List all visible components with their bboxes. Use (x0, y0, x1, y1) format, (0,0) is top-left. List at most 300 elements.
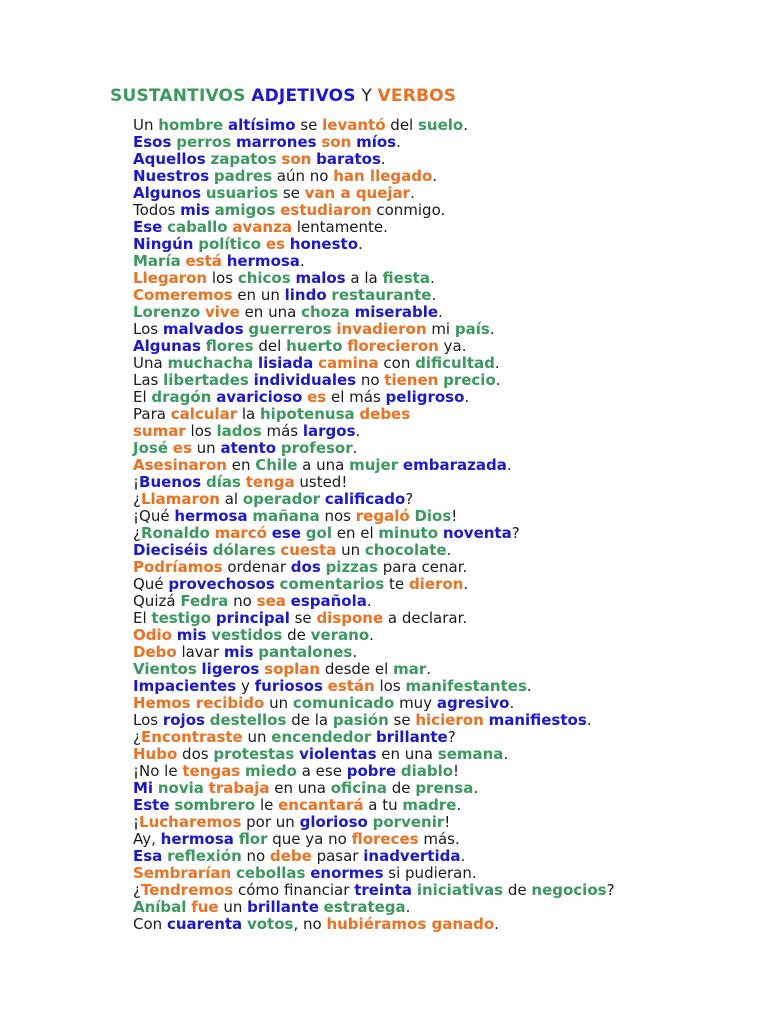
plain-text: al (219, 490, 243, 508)
plain-text: los (207, 269, 238, 287)
verb-word: es (307, 388, 327, 406)
plain-text: usted! (294, 473, 348, 491)
noun-word: chicos (237, 269, 291, 287)
verb-word: Llegaron (133, 269, 208, 287)
adjective-word: brillante (376, 728, 448, 746)
sentence-line (133, 712, 615, 729)
noun-word: mujer (349, 456, 399, 474)
title-segment: VERBOS (377, 86, 457, 106)
noun-word: muchacha (167, 354, 254, 372)
sentence-line (133, 423, 615, 440)
verb-word: está (185, 252, 222, 270)
sentence-line (133, 746, 615, 763)
noun-word: oficina (330, 779, 388, 797)
plain-text: . (396, 133, 401, 151)
page-title (110, 86, 456, 106)
adjective-word: peligroso (385, 388, 465, 406)
plain-text: conmigo. (371, 201, 446, 219)
noun-word: dificultad (415, 354, 495, 372)
noun-word: comentarios (279, 575, 385, 593)
plain-text: y (236, 677, 255, 695)
plain-text: ? (447, 728, 456, 746)
plain-text: de (503, 881, 532, 899)
plain-text: Los (133, 711, 163, 729)
noun-word: destellos (209, 711, 287, 729)
verb-word: debe (269, 847, 312, 865)
noun-word: días (206, 473, 241, 491)
plain-text: se (289, 609, 317, 627)
plain-text: El (133, 609, 152, 627)
noun-word: precio (443, 371, 496, 389)
noun-word: operador (242, 490, 321, 508)
sentence-line (133, 763, 615, 780)
adjective-word: Ese (133, 218, 163, 236)
plain-text: los (374, 677, 406, 695)
plain-text: . (410, 184, 415, 202)
sentence-line (133, 236, 615, 253)
adjective-word: Esos (133, 133, 172, 151)
plain-text: no (228, 592, 257, 610)
sentence-line (133, 253, 615, 270)
noun-word: amigos (214, 201, 276, 219)
adjective-word: Aquellos (133, 150, 206, 168)
plain-text: ¡Qué (133, 507, 175, 525)
plain-text: en una (239, 303, 302, 321)
adjective-word: rojos (162, 711, 205, 729)
sentence-line (133, 729, 615, 746)
noun-word: mañana (252, 507, 320, 525)
plain-text: ! (453, 762, 460, 780)
adjective-word: Buenos (139, 473, 202, 491)
noun-word: flor (238, 830, 268, 848)
verb-word: invadieron (336, 320, 427, 338)
verb-word: avanza (232, 218, 292, 236)
plain-text: mi (426, 320, 455, 338)
noun-word: novia (157, 779, 204, 797)
noun-word: María (133, 252, 181, 270)
plain-text: ¡ (133, 473, 140, 491)
noun-word: hombre (158, 116, 224, 134)
verb-word: Tendremos (140, 881, 234, 899)
noun-word: manifestantes (405, 677, 527, 695)
noun-word: iniciativas (416, 881, 504, 899)
adjective-word: Dieciséis (133, 541, 208, 559)
plain-text: si pudieran. (383, 864, 477, 882)
noun-word: Chile (255, 456, 298, 474)
noun-word: guerreros (248, 320, 332, 338)
plain-text: más (261, 422, 303, 440)
plain-text: . (358, 235, 363, 253)
verb-word: dispone (316, 609, 384, 627)
verb-word: encantará (278, 796, 364, 814)
adjective-word: brillante (247, 898, 319, 916)
plain-text: ¡ (133, 813, 140, 831)
noun-word: estratega (323, 898, 406, 916)
verb-word: fue (191, 898, 219, 916)
verb-word: vive (204, 303, 240, 321)
verb-word: marcó (214, 524, 267, 542)
adjective-word: pobre (346, 762, 397, 780)
adjective-word: malvados (162, 320, 244, 338)
plain-text: por un (241, 813, 300, 831)
noun-word: Dios (414, 507, 452, 525)
noun-word: dólares (212, 541, 276, 559)
verb-word: levantó (322, 116, 386, 134)
verb-word: dieron (408, 575, 464, 593)
adjective-word: altísimo (227, 116, 296, 134)
noun-word: sombrero (174, 796, 256, 814)
sentence-line (133, 440, 615, 457)
plain-text: no (356, 371, 385, 389)
plain-text: Con (133, 915, 167, 933)
sentence-line (133, 831, 615, 848)
plain-text: . (494, 354, 500, 372)
verb-word: sea (256, 592, 286, 610)
plain-text: ? (511, 524, 520, 542)
plain-text: . (473, 779, 479, 797)
verb-word: floreces (351, 830, 419, 848)
adjective-word: dos (290, 558, 321, 576)
plain-text: ? (405, 490, 414, 508)
noun-word: Lorenzo (133, 303, 201, 321)
verb-word: Hemos recibido (133, 694, 265, 712)
verb-word: Debo (133, 643, 177, 661)
sentence-line (133, 321, 615, 338)
verb-word: Llamaron (140, 490, 220, 508)
verb-word: van a quejar (304, 184, 411, 202)
plain-text: . (432, 167, 438, 185)
adjective-word: Este (133, 796, 170, 814)
sentence-line (133, 406, 615, 423)
sentence-line (133, 474, 615, 491)
plain-text: ¿ (133, 490, 141, 508)
noun-word: encendedor (271, 728, 372, 746)
verb-word: tenga (245, 473, 295, 491)
plain-text: . (438, 303, 443, 321)
plain-text: dos (177, 745, 214, 763)
plain-text: . (355, 422, 361, 440)
sentence-line (133, 134, 615, 151)
plain-text: . (431, 286, 437, 304)
plain-text: . (526, 677, 532, 695)
plain-text: Las (133, 371, 164, 389)
plain-text: . (463, 575, 469, 593)
plain-text: los (185, 422, 217, 440)
sentence-line (133, 117, 615, 134)
adjective-word: glorioso (299, 813, 368, 831)
sentence-line (133, 559, 615, 576)
plain-text: desde el (320, 660, 394, 678)
plain-text: en una (376, 745, 438, 763)
plain-text: . (299, 252, 305, 270)
plain-text: El (133, 388, 152, 406)
noun-word: país (454, 320, 490, 338)
sentence-line (133, 814, 615, 831)
noun-word: perros (176, 133, 232, 151)
sentence-line (133, 219, 615, 236)
noun-word: minuto (378, 524, 439, 542)
verb-word: es (265, 235, 285, 253)
sentence-line (133, 338, 615, 355)
plain-text: ordenar (222, 558, 291, 576)
plain-text: . (460, 847, 466, 865)
noun-word: restaurante (331, 286, 432, 304)
adjective-word: baratos (316, 150, 381, 168)
adjective-word: Mi (133, 779, 154, 797)
verb-word: Podríamos (133, 558, 223, 576)
verb-word: trabaja (208, 779, 270, 797)
sentence-line (133, 202, 615, 219)
adjective-word: provechosos (168, 575, 275, 593)
sentence-line (133, 678, 615, 695)
sentence-line (133, 389, 615, 406)
adjective-word: avaricioso (216, 388, 303, 406)
noun-word: pizzas (325, 558, 378, 576)
sentence-line (133, 304, 615, 321)
noun-word: miedo (244, 762, 297, 780)
plain-text: . (366, 592, 372, 610)
noun-word: Ronaldo (140, 524, 210, 542)
adjective-word: miserable (354, 303, 439, 321)
sentence-line (133, 185, 615, 202)
plain-text: . (506, 456, 512, 474)
noun-word: Fedra (180, 592, 229, 610)
noun-word: negocios (531, 881, 607, 899)
verb-word: calcular (170, 405, 238, 423)
plain-text: lavar (176, 643, 224, 661)
adjective-word: Algunas (133, 337, 201, 355)
sentence-line (133, 916, 615, 933)
adjective-word: Ningún (133, 235, 194, 253)
sentence-line (133, 627, 615, 644)
adjective-word: individuales (253, 371, 357, 389)
plain-text: que ya no (267, 830, 352, 848)
noun-word: chocolate (364, 541, 447, 559)
plain-text: Quizá (133, 592, 181, 610)
title-segment: SUSTANTIVOS (110, 86, 246, 106)
adjective-word: cuarenta (166, 915, 243, 933)
adjective-word: Esa (133, 847, 163, 865)
plain-text: . (456, 796, 462, 814)
noun-word: Vientos (133, 660, 197, 678)
plain-text: a una (297, 456, 350, 474)
noun-word: caballo (167, 218, 228, 236)
plain-text: . (429, 269, 435, 287)
adjective-word: enormes (310, 864, 384, 882)
sentence-line (133, 661, 615, 678)
verb-word: hicieron (415, 711, 484, 729)
noun-word: mar (393, 660, 427, 678)
noun-word: madre (402, 796, 457, 814)
plain-text: ? (606, 881, 615, 899)
plain-text: . (463, 116, 469, 134)
plain-text: un (264, 694, 293, 712)
sentence-list (133, 117, 615, 933)
verb-word: Odio (133, 626, 172, 644)
plain-text: , no (293, 915, 327, 933)
adjective-word: inadvertida (363, 847, 461, 865)
noun-word: padres (213, 167, 273, 185)
plain-text: un (191, 439, 221, 457)
noun-word: fiesta (382, 269, 430, 287)
plain-text: Para (133, 405, 171, 423)
adjective-word: Algunos (133, 184, 202, 202)
noun-word: pasión (332, 711, 389, 729)
noun-word: flores (205, 337, 254, 355)
noun-word: zapatos (210, 150, 277, 168)
verb-word: tienen (384, 371, 439, 389)
plain-text: cómo financiar (233, 881, 355, 899)
plain-text: a la (345, 269, 383, 287)
sentence-line (133, 270, 615, 287)
verb-word: estudiaron (280, 201, 372, 219)
plain-text: Una (133, 354, 168, 372)
verb-word: florecieron (347, 337, 439, 355)
noun-word: político (198, 235, 262, 253)
plain-text: . (503, 745, 509, 763)
sentence-line (133, 168, 615, 185)
sentence-line (133, 542, 615, 559)
verb-word: cuesta (280, 541, 337, 559)
noun-word: lados (216, 422, 262, 440)
verb-word: están (327, 677, 375, 695)
plain-text: de (282, 626, 311, 644)
plain-text: . (352, 439, 358, 457)
plain-text: un (242, 728, 272, 746)
noun-word: usuarios (205, 184, 279, 202)
plain-text: nos (319, 507, 356, 525)
plain-text: la (237, 405, 260, 423)
noun-word: hipotenusa (260, 405, 355, 423)
noun-word: José (133, 439, 168, 457)
verb-word: Hubo (133, 745, 178, 763)
noun-word: profesor (280, 439, 353, 457)
plain-text: . (446, 541, 452, 559)
plain-text: no (241, 847, 270, 865)
sentence-line (133, 848, 615, 865)
sentence-line (133, 899, 615, 916)
adjective-word: manifiestos (488, 711, 587, 729)
adjective-word: lindo (284, 286, 327, 304)
noun-word: diablo (400, 762, 454, 780)
noun-word: huerto (286, 337, 343, 355)
sentence-line (133, 491, 615, 508)
plain-text: de la (286, 711, 333, 729)
plain-text: a ese (296, 762, 347, 780)
title-segment: Y (355, 86, 378, 106)
adjective-word: mis (176, 626, 207, 644)
adjective-word: española (290, 592, 367, 610)
noun-word: verano (310, 626, 370, 644)
plain-text: a declarar. (383, 609, 468, 627)
title-segment: ADJETIVOS (251, 86, 356, 106)
adjective-word: furiosos (254, 677, 323, 695)
noun-word: reflexión (167, 847, 242, 865)
noun-word: testigo (151, 609, 212, 627)
noun-word: dragón (151, 388, 212, 406)
plain-text: un (336, 541, 365, 559)
sentence-line (133, 372, 615, 389)
noun-word: vestidos (211, 626, 283, 644)
noun-word: prensa (415, 779, 474, 797)
sentence-line (133, 610, 615, 627)
noun-word: semana (437, 745, 504, 763)
plain-text: ! (444, 813, 451, 831)
adjective-word: hermosa (160, 830, 234, 848)
verb-word: tengas (182, 762, 241, 780)
plain-text: le (255, 796, 279, 814)
verb-word: han llegado (333, 167, 433, 185)
plain-text: ! (451, 507, 458, 525)
verb-word: Comeremos (133, 286, 233, 304)
plain-text: . (380, 150, 386, 168)
plain-text: un (218, 898, 248, 916)
plain-text: . (509, 694, 515, 712)
sentence-line (133, 525, 615, 542)
adjective-word: ese (271, 524, 302, 542)
sentence-line (133, 780, 615, 797)
sentence-line (133, 576, 615, 593)
adjective-word: Nuestros (133, 167, 210, 185)
noun-word: pantalones (258, 643, 353, 661)
noun-word: choza (301, 303, 350, 321)
verb-word: sumar (133, 422, 186, 440)
sentence-line (133, 695, 615, 712)
plain-text: muy (394, 694, 437, 712)
plain-text: . (405, 898, 411, 916)
sentence-line (133, 287, 615, 304)
verb-word: regaló (355, 507, 410, 525)
plain-text: Ay, (133, 830, 161, 848)
plain-text: . (495, 371, 501, 389)
plain-text: ¿ (133, 728, 141, 746)
adjective-word: marrones (235, 133, 317, 151)
plain-text: ¡No le (133, 762, 183, 780)
adjective-word: mis (180, 201, 210, 219)
adjective-word: ligeros (201, 660, 260, 678)
sentence-line (133, 593, 615, 610)
verb-word: camina (318, 354, 379, 372)
plain-text: te (384, 575, 409, 593)
plain-text: se (388, 711, 416, 729)
adjective-word: mis (223, 643, 254, 661)
adjective-word: hermosa (174, 507, 248, 525)
plain-text: pasar (311, 847, 364, 865)
sentence-line (133, 457, 615, 474)
plain-text: a tu (363, 796, 403, 814)
plain-text: del (253, 337, 287, 355)
adjective-word: embarazada (402, 456, 507, 474)
adjective-word: agresivo (436, 694, 510, 712)
verb-word: son (281, 150, 312, 168)
verb-word: Asesinaron (133, 456, 227, 474)
plain-text: . (586, 711, 592, 729)
plain-text: . (426, 660, 432, 678)
noun-word: suelo (418, 116, 464, 134)
sentence-line (133, 797, 615, 814)
plain-text: ¿ (133, 524, 141, 542)
plain-text: en el (331, 524, 379, 542)
adjective-word: Impacientes (133, 677, 237, 695)
adjective-word: honesto (289, 235, 359, 253)
adjective-word: atento (220, 439, 277, 457)
sentence-line (133, 644, 615, 661)
verb-word: es (172, 439, 192, 457)
plain-text: se (295, 116, 323, 134)
sentence-line (133, 882, 615, 899)
plain-text: lentamente. (291, 218, 388, 236)
plain-text: . (369, 626, 374, 644)
